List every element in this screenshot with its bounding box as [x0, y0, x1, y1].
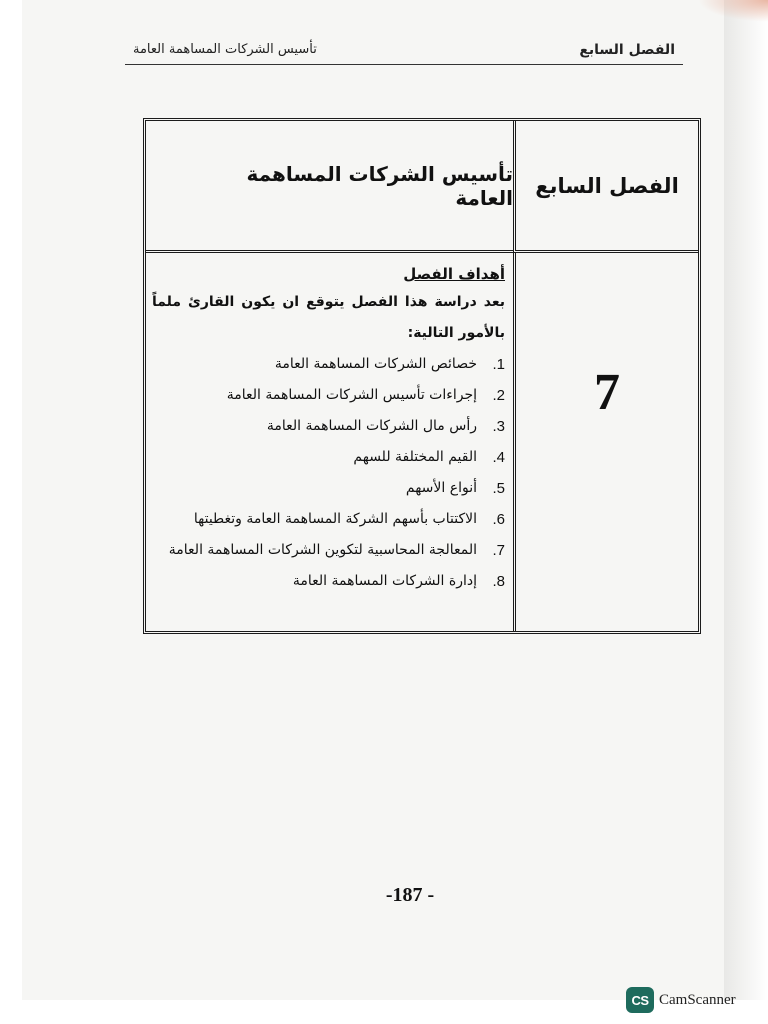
running-header-chapter: الفصل السابع: [579, 42, 675, 58]
objectives-intro: بعد دراسة هذا الفصل يتوقع ان يكون القارئ ملماً بالأمور التالية:: [152, 294, 505, 341]
running-header-title: تأسيس الشركات المساهمة العامة: [133, 42, 317, 57]
list-item-text: القيم المختلفة للسهم: [353, 449, 477, 465]
corner-stain: [698, 0, 768, 22]
list-item-text: إدارة الشركات المساهمة العامة: [292, 573, 477, 589]
objectives-cell: [146, 253, 513, 631]
camscanner-name: CamScanner: [659, 991, 736, 1008]
list-item-text: خصائص الشركات المساهمة العامة: [274, 356, 477, 372]
list-item: [152, 535, 505, 566]
list-item: [152, 380, 505, 411]
list-item: [152, 504, 505, 535]
camscanner-watermark: [626, 986, 736, 1014]
list-item-number: 7.: [492, 542, 505, 559]
chapter-name-cell: [513, 121, 698, 253]
list-item: [152, 349, 505, 380]
list-item-text: إجراءات تأسيس الشركات المساهمة العامة: [226, 387, 477, 403]
chapter-name: الفصل السابع: [535, 173, 679, 198]
list-item-number: 6.: [492, 511, 505, 528]
list-item-text: المعالجة المحاسبية لتكوين الشركات المساهمة العامة: [168, 542, 477, 558]
chapter-title: تأسيس الشركات المساهمة العامة: [246, 161, 513, 210]
list-item-number: 2.: [492, 387, 505, 404]
list-item-number: 3.: [492, 418, 505, 435]
chapter-box: [143, 118, 701, 634]
list-item: [152, 566, 505, 597]
list-item-text: أنواع الأسهم: [405, 480, 477, 496]
camscanner-logo-icon: CS: [626, 987, 654, 1013]
list-item-text: رأس مال الشركات المساهمة العامة: [266, 418, 477, 434]
page-number: -187 -: [385, 884, 435, 906]
list-item: [152, 442, 505, 473]
running-header: [125, 36, 683, 65]
page-edge-shadow: [724, 0, 768, 1000]
list-item-number: 4.: [492, 449, 505, 466]
objectives-heading: أهداف الفصل: [403, 265, 505, 283]
list-item-number: 1.: [492, 356, 505, 373]
list-item: [152, 473, 505, 504]
list-item-number: 5.: [492, 480, 505, 497]
chapter-number-cell: [513, 253, 698, 631]
objectives-list: [152, 349, 505, 597]
list-item: [152, 411, 505, 442]
list-item-number: 8.: [492, 573, 505, 590]
list-item-text: الاكتتاب بأسهم الشركة المساهمة العامة وتغطيتها: [193, 511, 477, 527]
chapter-title-cell: [146, 121, 513, 253]
chapter-number: 7: [594, 363, 620, 421]
